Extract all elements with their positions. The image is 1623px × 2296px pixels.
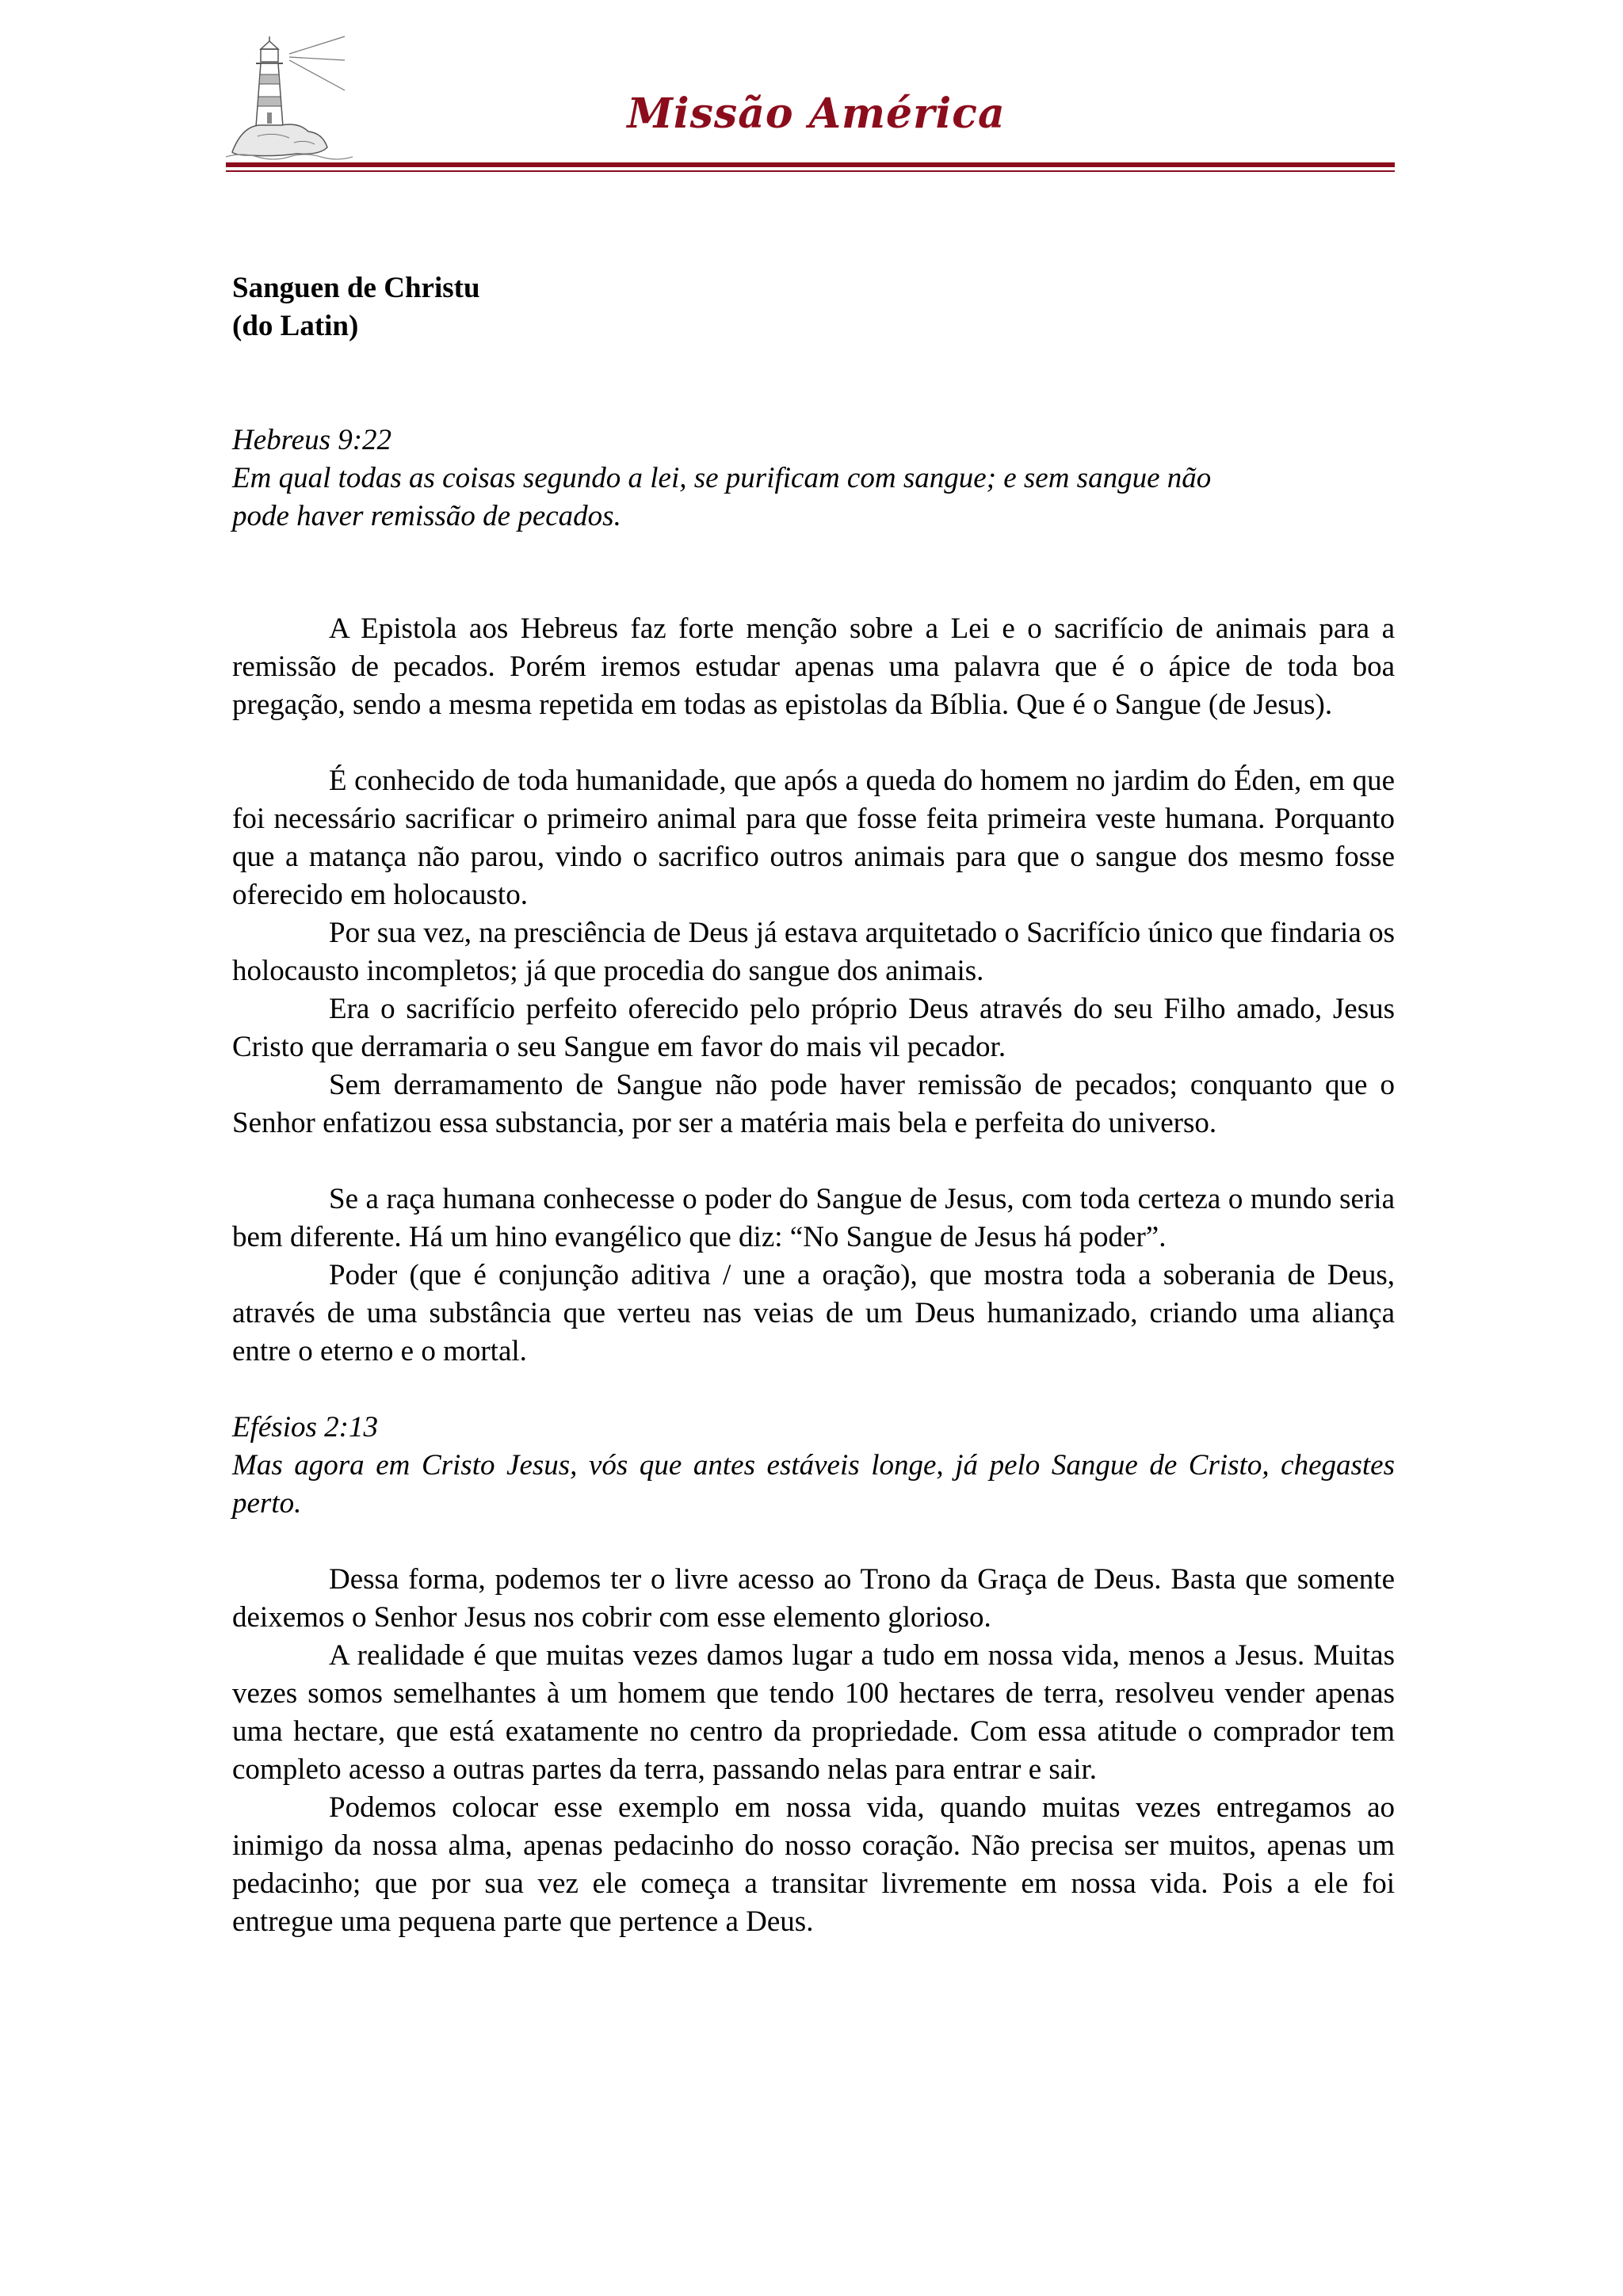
verse-reference: Efésios 2:13 bbox=[232, 1411, 378, 1444]
paragraph: Podemos colocar esse exemplo em nossa vida, quando muitas vezes entregamos ao inimigo da nossa alma, apenas pedacinho do nosso coração. Não precisa ser muitos, apenas um pedacinho; que por sua vez ele começa a transitar livremente em nossa vida. Pois a ele foi entregue uma pequena parte que pertence a Deus. bbox=[232, 1791, 1395, 1938]
header-title: Missão América bbox=[627, 90, 1006, 138]
paragraph: Sem derramamento de Sangue não pode haver remissão de pecados; conquanto que o Senhor enfatizou essa substancia, por ser a matéria mais bela e perfeita do universo. bbox=[232, 1069, 1395, 1139]
verse-text-line: pode haver remissão de pecados. bbox=[232, 500, 621, 532]
lighthouse-icon bbox=[226, 33, 353, 160]
paragraph: É conhecido de toda humanidade, que após a queda do homem no jardim do Éden, em que foi necessário sacrificar o primeiro animal para que fosse feita primeira veste humana. Porquanto que a matança não parou, vindo o sacrifico outros animais para que o sangue dos mesmo fosse oferecido em holocausto. bbox=[232, 765, 1395, 911]
header-rule bbox=[226, 162, 1395, 167]
paragraph: Era o sacrifício perfeito oferecido pelo próprio Deus através do seu Filho amado, Jesus Cristo que derramaria o seu Sangue em favor do mais vil pecador. bbox=[232, 993, 1395, 1063]
document-title: Sanguen de Christu bbox=[232, 272, 480, 304]
paragraph: Se a raça humana conhecesse o poder do Sangue de Jesus, com toda certeza o mundo seria bem diferente. Há um hino evangélico que diz: “No Sangue de Jesus há poder”. bbox=[232, 1183, 1395, 1253]
verse-reference: Hebreus 9:22 bbox=[232, 424, 392, 456]
paragraph: A realidade é que muitas vezes damos lugar a tudo em nossa vida, menos a Jesus. Muitas vezes somos semelhantes à um homem que tendo 100 hectares de terra, resolveu vender apenas uma hectare, que está exatamente no centro da propriedade. Com essa atitude o comprador tem completo acesso a outras partes da terra, passando nelas para entrar e sair. bbox=[232, 1639, 1395, 1786]
document-subtitle: (do Latin) bbox=[232, 310, 359, 342]
paragraph: Poder (que é conjunção aditiva / une a oração), que mostra toda a soberania de Deus, através de uma substância que verteu nas veias de um Deus humanizado, criando uma aliança entre o eterno e o mortal. bbox=[232, 1259, 1395, 1367]
verse-text-line: Em qual todas as coisas segundo a lei, se purificam com sangue; e sem sangue não bbox=[232, 462, 1212, 494]
document-body bbox=[232, 269, 1395, 1941]
verse-text: Mas agora em Cristo Jesus, vós que antes estáveis longe, já pelo Sangue de Cristo, chegastes perto. bbox=[232, 1449, 1395, 1520]
header-rule-thin bbox=[226, 170, 1395, 172]
paragraph: Dessa forma, podemos ter o livre acesso ao Trono da Graça de Deus. Basta que somente deixemos o Senhor Jesus nos cobrir com esse elemento glorioso. bbox=[232, 1563, 1395, 1634]
paragraph: A Epistola aos Hebreus faz forte menção sobre a Lei e o sacrifício de animais para a remissão de pecados. Porém iremos estudar apenas uma palavra que é o ápice de toda boa pregação, sendo a mesma repetida em todas as epistolas da Bíblia. Que é o Sangue (de Jesus). bbox=[232, 612, 1395, 721]
paragraph: Por sua vez, na presciência de Deus já estava arquitetado o Sacrifício único que findaria os holocausto incompletos; já que procedia do sangue dos animais. bbox=[232, 917, 1395, 987]
